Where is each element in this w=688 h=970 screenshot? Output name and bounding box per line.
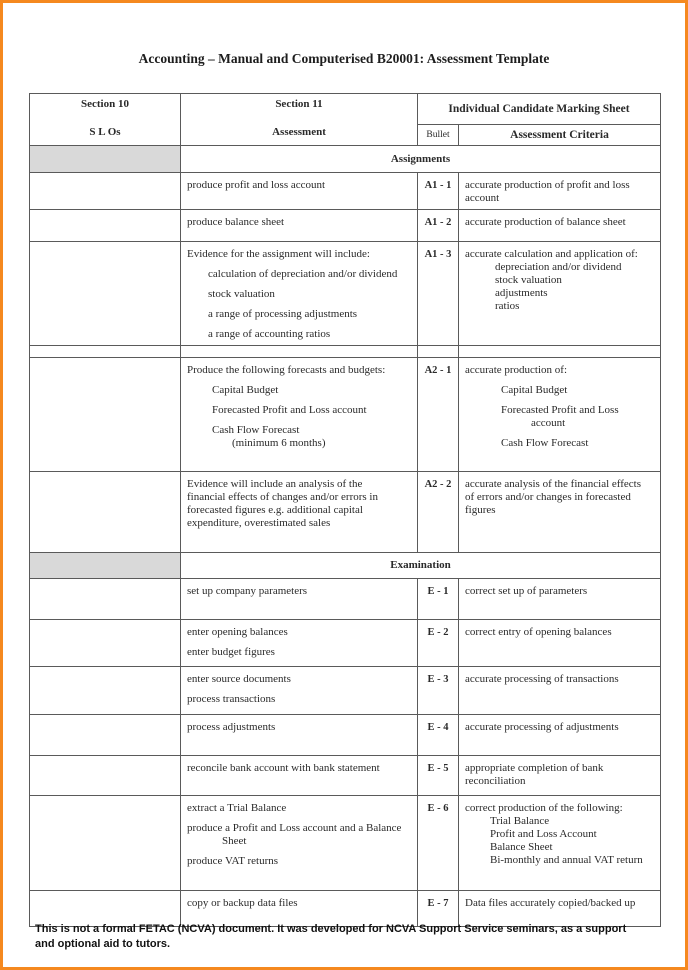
header-assessment-criteria: Assessment Criteria — [459, 125, 661, 146]
assessment-text: Cash Flow Forecast — [212, 424, 300, 436]
criteria-text: figures — [465, 504, 496, 516]
table-row — [30, 667, 661, 715]
assessment-text: Evidence for the assignment will include: — [187, 248, 370, 260]
assessment-cell — [181, 715, 418, 756]
header-bullet: Bullet — [418, 125, 459, 146]
criteria-text: Cash Flow Forecast — [501, 437, 589, 449]
assessment-cell — [181, 620, 418, 667]
bullet-code: E - 2 — [418, 620, 459, 667]
bullet-code: E - 1 — [418, 579, 459, 620]
assessment-text: copy or backup data files — [187, 897, 298, 909]
section-row-examination — [30, 553, 661, 579]
criteria-cell — [459, 667, 661, 715]
assessment-cell — [181, 667, 418, 715]
table-row — [30, 242, 661, 346]
criteria-text: correct entry of opening balances — [465, 626, 612, 638]
criteria-text: accurate calculation and application of: — [465, 248, 638, 260]
slo-cell — [30, 620, 181, 667]
bullet-code — [418, 346, 459, 358]
assessment-text: extract a Trial Balance — [187, 802, 287, 814]
assessment-cell — [181, 346, 418, 358]
slo-cell — [30, 796, 181, 891]
table-row — [30, 756, 661, 796]
assessment-text: Forecasted Profit and Loss account — [212, 404, 367, 416]
slo-cell — [30, 173, 181, 210]
slo-cell — [30, 346, 181, 358]
assessment-cell — [181, 210, 418, 242]
bullet-code: A1 - 2 — [418, 210, 459, 242]
criteria-text: accurate production of balance sheet — [465, 216, 626, 228]
criteria-cell — [459, 210, 661, 242]
assessment-cell — [181, 796, 418, 891]
slo-cell — [30, 472, 181, 553]
table-row — [30, 579, 661, 620]
table-row — [30, 472, 661, 553]
criteria-cell — [459, 579, 661, 620]
header-section11 — [181, 94, 418, 146]
assessment-text: (minimum 6 months) — [232, 437, 326, 449]
assessment-text: enter opening balances — [187, 626, 288, 638]
assessment-text: Sheet — [222, 835, 247, 847]
criteria-text: adjustments — [495, 287, 548, 299]
criteria-text: correct production of the following: — [465, 802, 623, 814]
assessment-text: a range of processing adjustments — [208, 308, 358, 320]
assessment-cell — [181, 358, 418, 472]
bullet-code: E - 7 — [418, 891, 459, 927]
assessment-text: reconcile bank account with bank statement — [187, 762, 380, 774]
assessment-text: process adjustments — [187, 721, 276, 733]
section-label-examination: Examination — [181, 553, 661, 579]
bullet-code: A1 - 3 — [418, 242, 459, 346]
criteria-text: accurate processing of transactions — [465, 673, 619, 685]
criteria-text: account — [531, 417, 566, 429]
assessment-cell — [181, 579, 418, 620]
criteria-text: Trial Balance — [490, 815, 550, 827]
criteria-text: stock valuation — [495, 274, 562, 286]
slo-cell — [30, 667, 181, 715]
disclaimer-footer: This is not a formal FETAC (NCVA) document. It was developed for NCVA Support Service seminars, as a support and optional aid to tutors. — [35, 923, 627, 950]
assessment-text: forecasted figures e.g. additional capital — [187, 504, 363, 516]
bullet-code: E - 6 — [418, 796, 459, 891]
section11-label: Section 11 — [275, 98, 323, 110]
assessment-cell — [181, 472, 418, 553]
bullet-code: E - 4 — [418, 715, 459, 756]
criteria-cell — [459, 715, 661, 756]
criteria-text: accurate production of profit and loss account — [465, 179, 630, 204]
assessment-text: Capital Budget — [212, 384, 279, 396]
criteria-text: Capital Budget — [501, 384, 568, 396]
table-row — [30, 358, 661, 472]
section-row-assignments — [30, 146, 661, 173]
assessment-cell — [181, 242, 418, 346]
assessment-text: set up company parameters — [187, 585, 308, 597]
header-marking-sheet: Individual Candidate Marking Sheet — [418, 94, 661, 125]
assessment-text: produce balance sheet — [187, 216, 285, 228]
criteria-text: of errors and/or changes in forecasted — [465, 491, 631, 503]
assessment-text: financial effects of changes and/or errors in — [187, 491, 378, 503]
slo-cell — [30, 210, 181, 242]
criteria-text: reconciliation — [465, 775, 526, 787]
criteria-cell — [459, 346, 661, 358]
section11-sub: Assessment — [272, 126, 326, 138]
table-header-row — [30, 94, 661, 125]
criteria-text: Data files accurately copied/backed up — [465, 897, 636, 909]
criteria-text: accurate production of: — [465, 364, 568, 376]
criteria-cell — [459, 358, 661, 472]
bullet-code: A2 - 2 — [418, 472, 459, 553]
header-section10 — [30, 94, 181, 146]
document-title: Accounting – Manual and Computerised B20001: Assessment Template — [138, 51, 550, 66]
table-row — [30, 173, 661, 210]
criteria-text: Forecasted Profit and Loss — [501, 404, 619, 416]
spacer-row — [30, 346, 661, 358]
assessment-text: process transactions — [187, 693, 276, 705]
slo-cell — [30, 715, 181, 756]
assessment-text: enter source documents — [187, 673, 291, 685]
section10-sub: S L Os — [89, 126, 121, 138]
assessment-text: a range of accounting ratios — [208, 328, 331, 340]
section10-label: Section 10 — [81, 98, 129, 110]
criteria-cell — [459, 756, 661, 796]
table-row — [30, 210, 661, 242]
criteria-text: Bi-monthly and annual VAT return — [490, 854, 643, 866]
criteria-cell — [459, 796, 661, 891]
assessment-text: calculation of depreciation and/or dividend — [208, 268, 398, 280]
criteria-text: Profit and Loss Account — [490, 828, 597, 840]
assessment-cell — [181, 173, 418, 210]
section-shade-cell — [30, 146, 181, 173]
slo-cell — [30, 242, 181, 346]
assessment-table — [29, 93, 661, 927]
section-label-assignments: Assignments — [181, 146, 661, 173]
assessment-cell — [181, 756, 418, 796]
bullet-code: A1 - 1 — [418, 173, 459, 210]
slo-cell — [30, 358, 181, 472]
assessment-text: expenditure, overestimated sales — [187, 517, 331, 529]
criteria-text: depreciation and/or dividend — [495, 261, 622, 273]
criteria-cell — [459, 173, 661, 210]
assessment-text: Produce the following forecasts and budgets: — [187, 364, 386, 376]
criteria-cell — [459, 620, 661, 667]
table-row — [30, 796, 661, 891]
bullet-code: A2 - 1 — [418, 358, 459, 472]
criteria-text: correct set up of parameters — [465, 585, 588, 597]
bullet-code: E - 3 — [418, 667, 459, 715]
criteria-text: Balance Sheet — [490, 841, 553, 853]
criteria-text: appropriate completion of bank — [465, 762, 604, 774]
slo-cell — [30, 579, 181, 620]
bullet-code: E - 5 — [418, 756, 459, 796]
assessment-text: enter budget figures — [187, 646, 275, 658]
section-shade-cell — [30, 553, 181, 579]
assessment-text: produce a Profit and Loss account and a Balance — [187, 822, 402, 834]
table-row — [30, 620, 661, 667]
assessment-text: stock valuation — [208, 288, 275, 300]
criteria-text: ratios — [495, 300, 520, 312]
criteria-cell — [459, 472, 661, 553]
criteria-text: accurate analysis of the financial effects — [465, 478, 642, 490]
table-row — [30, 715, 661, 756]
criteria-text: accurate processing of adjustments — [465, 721, 619, 733]
slo-cell — [30, 756, 181, 796]
assessment-text: produce profit and loss account — [187, 179, 326, 191]
criteria-cell — [459, 242, 661, 346]
assessment-text: Evidence will include an analysis of the — [187, 478, 363, 490]
assessment-text: produce VAT returns — [187, 855, 279, 867]
